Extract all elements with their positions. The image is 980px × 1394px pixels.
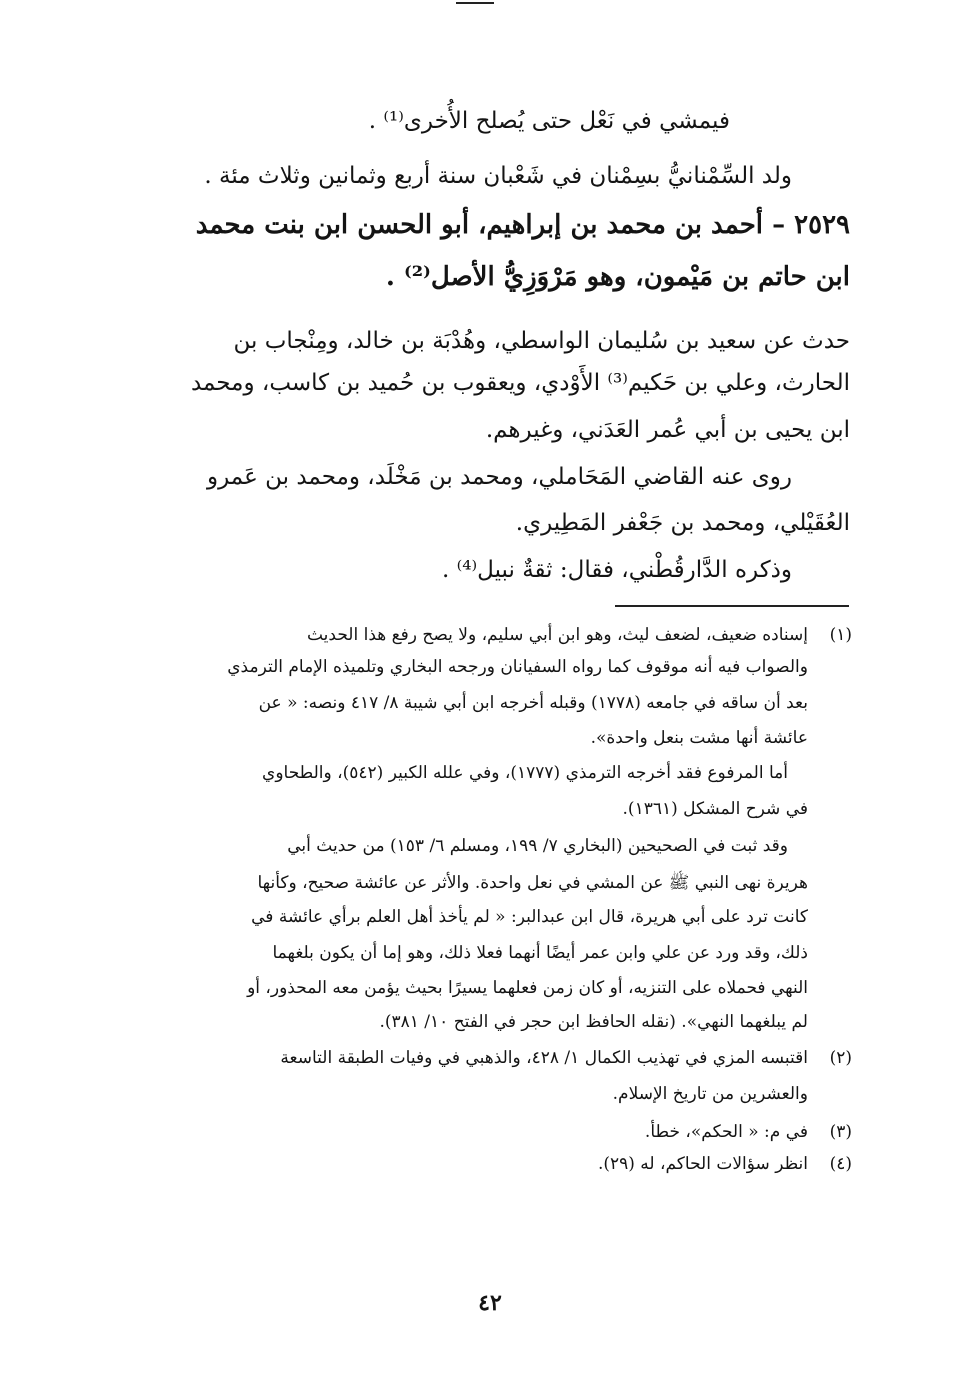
main-line: وذكره الدَّارقُطْني، فقال: ثقةٌ نبيل⁽⁴⁾ . — [442, 557, 792, 583]
entry-heading: ٢٥٢٩ – أحمد بن محمد بن إبراهيم، أبو الحسن ابن بنت محمد — [195, 210, 850, 240]
footnote-line: لم يبلغهما النهي». (نقله الحافظ ابن حجر في الفتح ١٠/ ٣٨١). — [379, 1012, 808, 1032]
top-rule — [456, 2, 494, 4]
footnote-line: هريرة نهى النبي ﷺ عن المشي في نعل واحدة. والأثر عن عائشة صحيح، وكأنها — [257, 873, 808, 893]
entry-heading: ابن حاتم بن مَيْمون، وهو مَرْوَزِيُّ الأصل⁽²⁾ . — [385, 262, 850, 292]
main-line: روى عنه القاضي المَحَاملي، ومحمد بن مَخْلَد، ومحمد بن عَمرو — [206, 464, 792, 490]
footnote-line: ذلك، وقد ورد عن علي وابن عمر أيضًا أنهما فعلا ذلك، وهو إما أن يكون بلغهما — [272, 943, 808, 963]
main-line: ابن يحيى بن أبي عُمر العَدَني، وغيرهم. — [485, 417, 850, 443]
footnote-line: إسناده ضعيف، لضعف ليث، وهو ابن أبي سليم، ولا يصح رفع هذا الحديث — [306, 625, 808, 645]
footnote-line: انظر سؤالات الحاكم، له (٢٩). — [597, 1154, 808, 1174]
main-line: الحارث، وعلي بن حَكيم⁽³⁾ الأَوْدي، ويعقوب بن حُميد بن كاسب، ومحمد — [190, 370, 850, 396]
main-line: ولد السِّمْنانيُّ بسِمْنان في شَعْبان سنة أربع وثمانين وثلاث مئة . — [204, 163, 792, 189]
footnote-number: (٣) — [829, 1122, 852, 1142]
footnote-line: في م: « الحكم»، خطأ. — [644, 1122, 808, 1142]
main-line: حدث عن سعيد بن سُليمان الواسطي، وهُدْبَة بن خالد، ومِنْجاب بن — [233, 328, 850, 354]
footnote-number: (١) — [829, 625, 852, 645]
footnote-line: والصواب فيه أنه موقوف كما رواه السفيانان ورجحه البخاري وتلميذه الإمام الترمذي — [227, 657, 808, 677]
footnote-number: (٤) — [829, 1154, 852, 1174]
footnote-line: بعد أن ساقه في جامعه (١٧٧٨) وقبله أخرجه ابن أبي شيبة ٨/ ٤١٧ ونصه: « عن — [258, 693, 808, 713]
footnote-line: في شرح المشكل (١٣٦١). — [622, 799, 808, 819]
main-line: العُقَيْلي، ومحمد بن جَعْفر المَطِيري. — [515, 510, 850, 536]
footnote-line: وقد ثبت في الصحيحين (البخاري ٧/ ١٩٩، ومسلم ٦/ ١٥٣) من حديث أبي — [287, 836, 788, 856]
footnote-line: النهي فحملاه على التنزيه، أو كان زمن فعلهما يسيرًا بحيث يؤمن معه المحذور، أو — [247, 978, 808, 998]
page-number: ٤٢ — [478, 1290, 502, 1316]
footnote-line: اقتبسه المزي في تهذيب الكمال ١/ ٤٢٨، والذهبي في وفيات الطبقة التاسعة — [280, 1048, 808, 1068]
footnote-line: أما المرفوع فقد أخرجه الترمذي (١٧٧٧)، وفي علله الكبير (٥٤٢)، والطحاوي — [262, 763, 788, 783]
footnote-separator — [615, 605, 849, 607]
footnote-line: كانت ترد على أبي هريرة، قال ابن عبدالبر: « لم يأخذ أهل العلم برأي عائشة في — [251, 907, 808, 927]
footnote-number: (٢) — [829, 1048, 852, 1068]
footnote-line: عائشة أنها مشت بنعل واحدة». — [590, 728, 808, 748]
footnote-line: والعشرين من تاريخ الإسلام. — [612, 1084, 808, 1104]
main-line: فيمشي في نَعْل حتى يُصلح الأُخرى⁽¹⁾ . — [368, 108, 730, 134]
